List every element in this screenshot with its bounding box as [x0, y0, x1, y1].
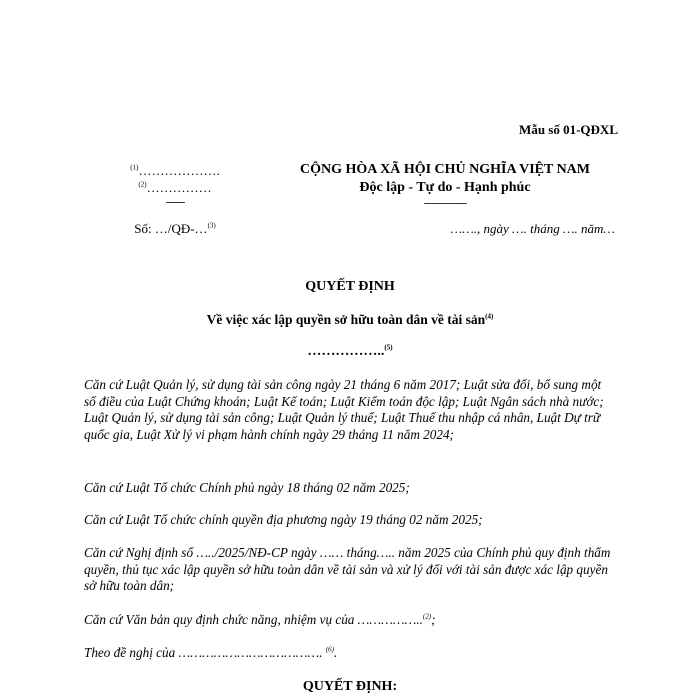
footnote-2b: (2) [422, 612, 432, 621]
motto: Độc lập - Tự do - Hạnh phúc [359, 180, 531, 195]
proposal-paragraph: Theo đề nghị của ………………………………. $^{(6)}$. [84, 645, 338, 660]
legal-basis-paragraph-2: Căn cứ Luật Tổ chức Chính phủ ngày 18 tháng 02 năm 2025; [84, 480, 410, 495]
country-name: CỘNG HÒA XÃ HỘI CHỦ NGHĨA VIỆT NAM [299, 162, 590, 177]
agency-rule: ------- [165, 196, 185, 208]
document-number: Số: …/QĐ-…$^{(3)}$ [134, 221, 216, 236]
legal-basis-paragraph-4: Căn cứ Nghị định số …../2025/NĐ-CP ngày …… tháng….. năm 2025 của Chính phủ quy định thẩm quyền, thủ tục xác lập quyền sở hữu toàn dân về tài sản và xử lý đối với tài sản được xác lập quyền sở hữu toàn dân; [84, 545, 611, 593]
document-title: QUYẾT ĐỊNH [305, 279, 395, 294]
document-subject: Về việc xác lập quyền sở hữu toàn dân về tài sản$^{(4)}$ [206, 312, 494, 327]
footnote-5: (5) [384, 343, 393, 352]
place-date: ……., ngày …. tháng …. năm… [450, 221, 615, 236]
footnote-4: (4) [485, 312, 494, 321]
issuing-agency-block [110, 162, 240, 208]
legal-basis-paragraph-3: Căn cứ Luật Tổ chức chính quyền địa phương ngày 19 tháng 02 năm 2025; [84, 512, 483, 527]
footnote-3: (3) [207, 221, 216, 230]
decision-heading: QUYẾT ĐỊNH: [302, 679, 398, 694]
national-heading-block [280, 161, 610, 209]
agency-line-2: $^{(2)}$…………… [138, 180, 212, 195]
legal-basis-paragraph-1: Căn cứ Luật Quản lý, sử dụng tài sản công ngày 21 tháng 6 năm 2017; Luật sửa đổi, bổ sung một số điều của Luật Chứng khoán; Luật Kế toán; Luật Kiểm toán độc lập; Luật Ngân sách nhà nước; Luật Quản lý, sử dụng tài sản công; Luật Quản lý thuế; Luật Thuế thu nhập cá nhân, Luật Dự trữ quốc gia, Luật Xử lý vi phạm hành chính ngày 29 tháng 11 năm 2024; [84, 377, 604, 442]
footnote-6: (6) [325, 645, 334, 654]
issuing-authority: ……………..$^{(5)}$ [307, 343, 393, 359]
agency-line-1: $^{(1)}$………………. [130, 163, 220, 178]
footnote-2: (2) [138, 180, 147, 189]
motto-rule: ---------------- [423, 197, 467, 209]
legal-basis-paragraph-5: Căn cứ Văn bản quy định chức năng, nhiệm vụ của ……………..$^{(2)}$; [84, 612, 436, 627]
form-code: Mẫu số 01-QĐXL [519, 122, 618, 137]
footnote-1: (1) [130, 163, 139, 172]
